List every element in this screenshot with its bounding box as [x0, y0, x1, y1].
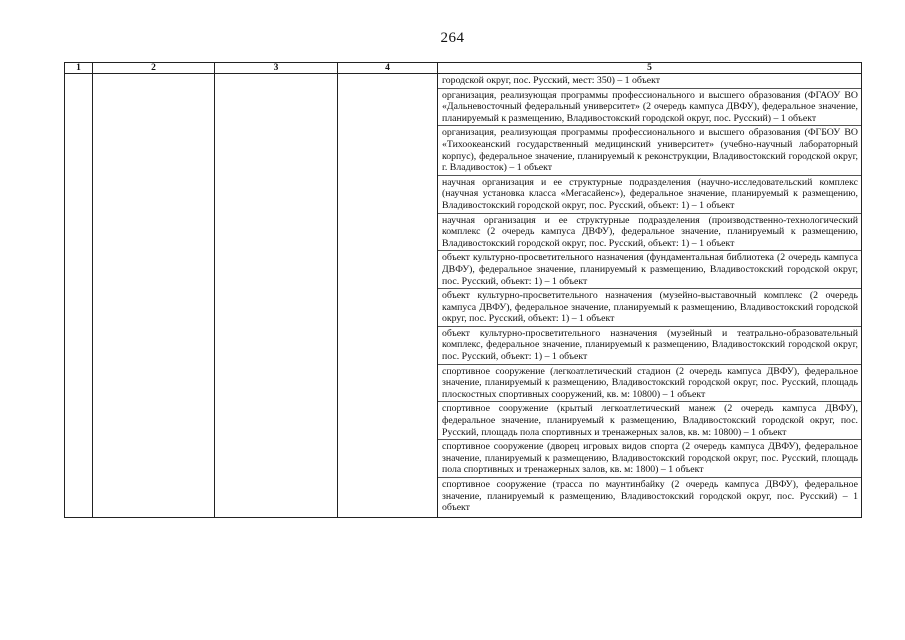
document-table — [64, 62, 862, 518]
page-number: 264 — [440, 30, 465, 46]
object-entry: спортивное сооружение (легкоатлетический стадион (2 очередь кампуса ДВФУ), федеральное значение, планируемый к размещению, Владивостокский городской округ, пос. Русский, площадь плоскостных спортивных сооружений, кв. м: 10800) – 1 объект — [438, 365, 861, 403]
column-header-2: 2 — [93, 63, 215, 74]
object-entry: научная организация и ее структурные подразделения (научно-исследовательский комплекс (научная установка класса «Мегасайенс»), федеральное значение, планируемый к размещению, Владивостокский городской округ, пос. Русский, объект: 1) – 1 объект — [438, 176, 861, 214]
object-entry: объект культурно-просветительного назначения (фундаментальная библиотека (2 очередь кампуса ДВФУ), федеральное значение, планируемый к размещению, Владивостокский городской округ, пос. Русский, объект: 1) – 1 объект — [438, 251, 861, 289]
column-header-1: 1 — [65, 63, 93, 74]
object-entry: спортивное сооружение (трасса по маунтинбайку (2 очередь кампуса ДВФУ), федеральное значение, планируемый к размещению, Владивостокский городской округ, пос. Русский) – 1 объект — [442, 479, 858, 514]
object-entry: городской округ, пос. Русский, мест: 350) – 1 объект — [438, 74, 861, 89]
object-entry: объект культурно-просветительного назначения (музейно-выставочный комплекс (2 очередь кампуса ДВФУ), федеральное значение, планируемый к размещению, Владивостокский городской округ, пос. Русский, объект: 1) – 1 объект — [438, 289, 861, 327]
object-entry: организация, реализующая программы профессионального и высшего образования (ФГАОУ ВО «Дальневосточный федеральный университет» (2 очередь кампуса ДВФУ), федеральное значение, планируемый к размещению, Владивостокский городской округ, пос. Русский) – 1 объект — [438, 89, 861, 127]
cell-column-4 — [338, 74, 438, 518]
table-header-row — [65, 63, 862, 74]
column-header-5: 5 — [438, 63, 862, 74]
table-row — [65, 74, 862, 518]
object-entry: спортивное сооружение (крытый легкоатлетический манеж (2 очередь кампуса ДВФУ), федеральное значение, планируемый к размещению, Владивостокский городской округ, пос. Русский, площадь пола спортивных и тренажерных залов, кв. м: 10800) – 1 объект — [438, 402, 861, 440]
cell-column-5 — [438, 74, 862, 518]
column-header-4: 4 — [338, 63, 438, 74]
column-header-3: 3 — [215, 63, 338, 74]
cell-column-2 — [93, 74, 215, 518]
cell-column-1 — [65, 74, 93, 518]
cell-column-3 — [215, 74, 338, 518]
object-entry: организация, реализующая программы профессионального и высшего образования (ФГБОУ ВО «Тихоокеанский государственный медицинский университет» (учебно-научный лабораторный корпус), федеральное значение, планируемый к реконструкции, Владивостокский городской округ, г. Владивосток) – 1 объект — [438, 126, 861, 175]
object-entry: спортивное сооружение (дворец игровых видов спорта (2 очередь кампуса ДВФУ), федеральное значение, планируемый к размещению, Владивостокский городской округ, пос. Русский, площадь пола спортивных и тренажерных залов, кв. м: 1800) – 1 объект — [438, 440, 861, 478]
object-entry: научная организация и ее структурные подразделения (производственно-технологический комплекс (2 очередь кампуса ДВФУ), федеральное значение, планируемый к размещению, Владивостокский городской округ, пос. Русский, объект: 1) – 1 объект — [438, 214, 861, 252]
object-entry: объект культурно-просветительного назначения (музейный и театрально-образовательный комплекс, федеральное значение, планируемый к размещению, Владивостокский городской округ, пос. Русский, объект: 1) – 1 объект — [438, 327, 861, 365]
